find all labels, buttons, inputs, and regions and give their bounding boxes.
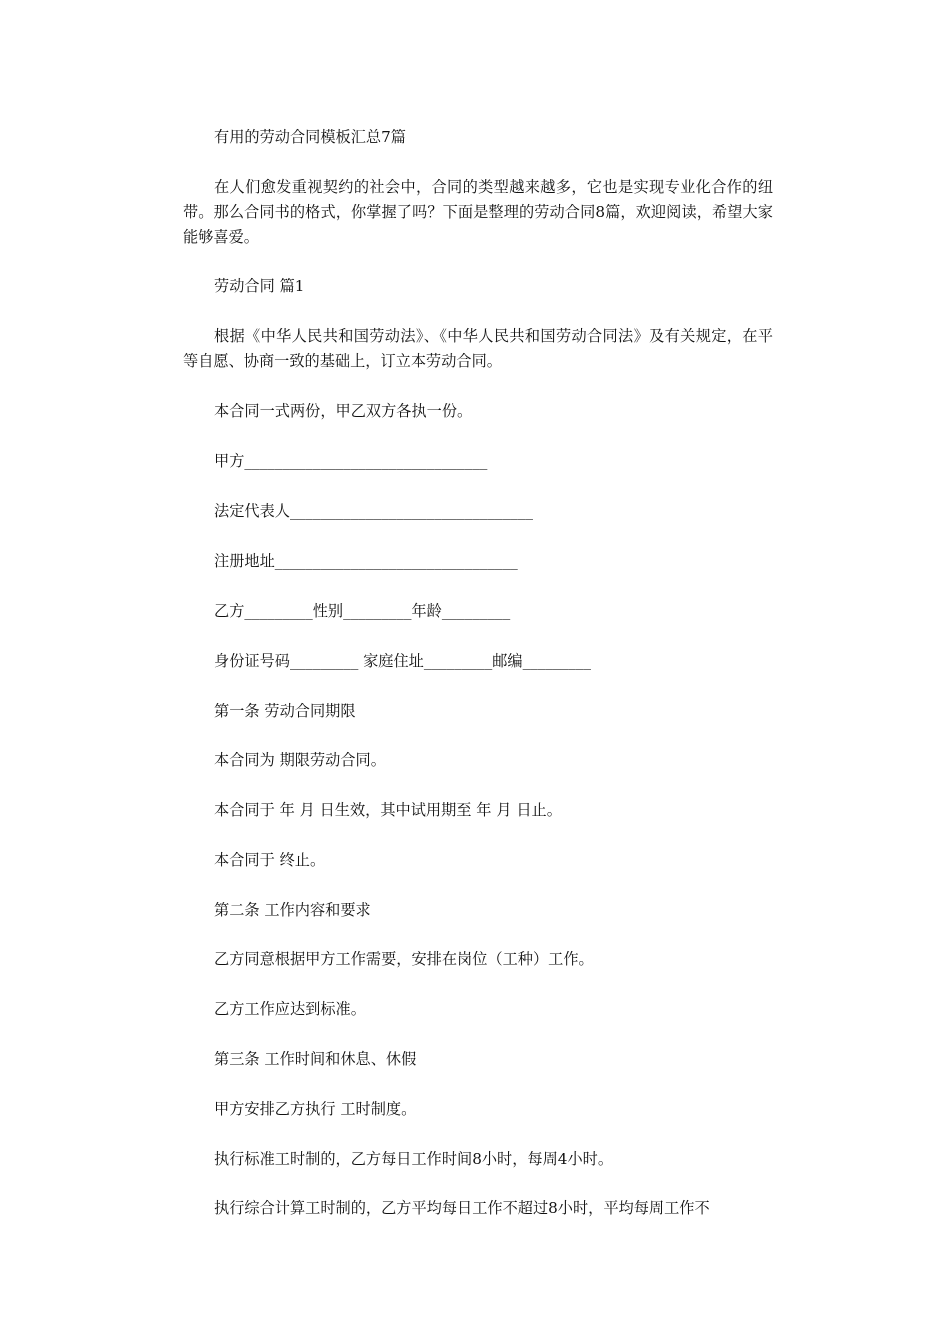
legal-rep-field: 法定代表人________________________________: [214, 502, 533, 520]
article-3-line-1: 甲方安排乙方执行 工时制度。: [214, 1100, 417, 1118]
article-1-line-2: 本合同于 年 月 日生效，其中试用期至 年 月 日止。: [214, 801, 562, 819]
basis-paragraph: 根据《中华人民共和国劳动法》、《中华人民共和国劳动合同法》及有关规定，在平等自愿、协商一致的基础上，订立本劳动合同。: [183, 327, 773, 370]
article-2-line-1: 乙方同意根据甲方工作需要，安排在岗位（工种）工作。: [214, 950, 594, 968]
copies-line: 本合同一式两份，甲乙双方各执一份。: [214, 402, 473, 420]
article-1-line-1: 本合同为 期限劳动合同。: [214, 751, 386, 769]
id-field: 身份证号码_________ 家庭住址_________邮编_________: [214, 652, 591, 670]
article-2-line-2: 乙方工作应达到标准。: [214, 1000, 366, 1018]
article-1-line-3: 本合同于 终止。: [214, 851, 326, 869]
article-2-title: 第二条 工作内容和要求: [214, 901, 371, 919]
document-title: 有用的劳动合同模板汇总7篇: [214, 128, 406, 146]
article-3-line-2: 执行标准工时制的，乙方每日工作时间8小时，每周4小时。: [214, 1150, 614, 1168]
party-a-field: 甲方________________________________: [214, 452, 488, 470]
section-heading: 劳动合同 篇1: [214, 277, 305, 295]
party-b-field: 乙方_________性别_________年龄_________: [214, 602, 511, 620]
article-3-line-3: 执行综合计算工时制的，乙方平均每日工作不超过8小时，平均每周工作不: [214, 1199, 710, 1217]
article-1-title: 第一条 劳动合同期限: [214, 702, 356, 720]
article-3-title: 第三条 工作时间和休息、休假: [214, 1050, 417, 1068]
intro-paragraph: 在人们愈发重视契约的社会中，合同的类型越来越多，它也是实现专业化合作的纽带。那么合同书的格式，你掌握了吗？下面是整理的劳动合同8篇，欢迎阅读，希望大家能够喜爱。: [183, 178, 773, 246]
reg-address-field: 注册地址________________________________: [214, 552, 518, 570]
